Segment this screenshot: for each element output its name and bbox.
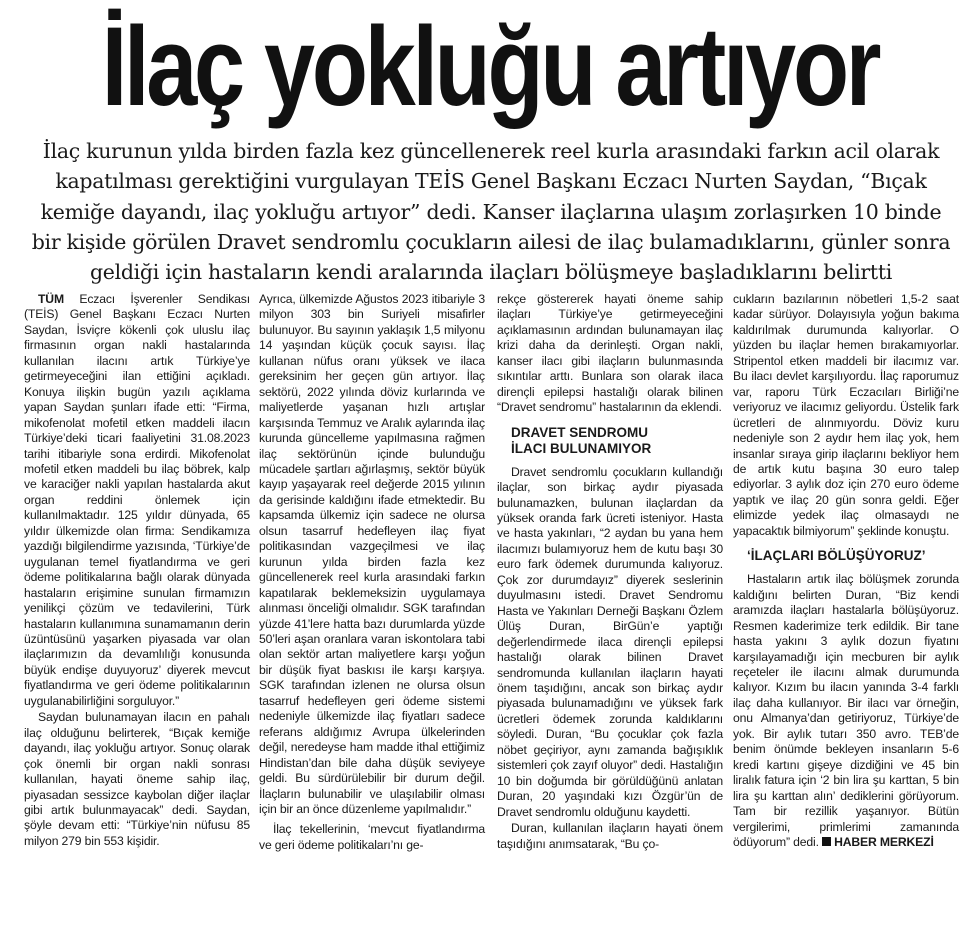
subhead-line-2: İLACI BULUNAMIYOR xyxy=(511,440,652,456)
subhead-dravet xyxy=(497,425,723,457)
column-2 xyxy=(259,292,485,853)
body-paragraph-1 xyxy=(24,292,250,709)
signature: HABER MERKEZİ xyxy=(834,834,934,849)
body-paragraph-5: Dravet sendromlu çocukların kullandığı ilaçlar, son birkaç aydır piyasada bulunamazken, bulunan ilaçlardan da yüksek oranda fark ücreti isteniyor. Hasta ve hasta yakınları, “2 aydan bu yana hem ilacımızı bulamıyoruz hem de kutu başı 30 euro fark ödemek durumunda kalıyoruz. Çok zor durumdayız” diyerek seslerinin duyulmasını istedi. Dravet Sendromu Hasta ve Yakınları Derneği Başkanı Özlem Ülüş Duran, BirGün’e yaptığı değerlendirmede ilaca dirençli epilepsi hastalığı olarak bilinen Dravet sendromunda kullanılan ilaçların hayati önem taşıdığını, ancak son birkaç aydır piyasada bulunamadığını ve yüksek fark ücretleri ödemek zorunda kaldıklarını söyledi. Duran, “Bu çocuklar çok fazla nöbet geçiriyor, aynı zamanda bağışıklık sistemleri çok zayıf oluyor” dedi. Hastalığın 10 bin doğumda bir görüldüğünü anlatan Duran, 20 yaşındaki kızı Özgür’ün de Dravet sendromlu olduğunu kaydetti. xyxy=(497,464,723,819)
body-paragraph-7: Hastaların artık ilaç bölüşmek zorunda kaldığını belirten Duran, “Biz kendi aramızda ilaçları hastalarla bölüşüyoruz. Resmen kaderimize terk edildik. Bir tane hasta yakını 3 aylık dozun fiyatını karşılayamadığı için mecburen bir aylık reçeteler ile ilacını almak durumunda kalıyor. Kızım bu ilacın yanında 3-4 farklı ilaç daha kullanıyor. Bir ilacı var örneğin, onu Almanya’dan getiriyoruz, Türkiye’de yok. Bir aylık tutarı 350 avro. TEB’de benim önümde bekleyen insanların 5-6 kredi kartını gişeye dizdiğini ve 45 bin liralık fatura için ‘2 bin lira şu karttan, 5 bin lira şu karttan alın’ dediklerini görüyorum. Tam bir rezillik yaşanıyor. Bütün vergilerimi, primlerimi zamanında ödüyorum” dedi. HABER MERKEZİ xyxy=(733,572,959,849)
square-icon xyxy=(822,837,831,846)
body-paragraph-4a: İlaç tekellerinin, ‘mevcut fiyatlandırma ve geri ödeme politikaları’nı ge- xyxy=(259,822,485,852)
body-paragraph-6b: cukların bazılarının nöbetleri 1,5-2 saat kadar sürüyor. Dolayısıyla yoğun bakıma kaldırılmak durumunda kalıyorlar. O yüzden bu ilaçlar hemen bırakamıyorlar. Stripentol etken maddeli bir ilacımız var. Bu ilacı devlet karşılıyordu. İlaç raporumuz var, raporu Türk Eczacıları Birliği’ne veriyoruz ve ilacımız geliyordu. Üstelik fark ücretleri de alınmıyordu. Döviz kuru nedeniyle son 2 aydır hem ilaç yok, hem insanlar sıraya girip ilaçlarını bekliyor hem de artık kutu başına 30 euro talep ediyorlar. 3 aylık doz için 270 euro ödeme yaptık ve ilaç 20 gün sonra geldi. Eğer elimizde yedek ilaç olmasaydı ne yapacaktık bilmiyorum” şeklinde konuştu. xyxy=(733,292,959,538)
body-paragraph-4b: rekçe göstererek hayati öneme sahip ilaçları Türkiye’ye getirmeyeceğini açıklamasının ardından bulunamayan ilaç krizi daha da derinleşti. Organ nakli, kanser ilacı gibi ilaçların bulunmasında sıkıntılar arttı. Bunlara son olarak ilaca dirençli epilepsi hastalığı olarak bilinen “Dravet sendromu” hastalarının da eklendi. xyxy=(497,292,723,415)
body-paragraph-6a: Duran, kullanılan ilaçların hayati önem taşıdığını anımsatarak, “Bu ço- xyxy=(497,821,723,851)
subhead-line-1: DRAVET SENDROMU xyxy=(511,424,649,440)
column-3 xyxy=(497,292,723,852)
body-paragraph-1-text: Eczacı İşverenler Sendikası (TEİS) Genel Başkanı Eczacı Nurten Saydan, İsviçre kökenli çok uluslu ilaç firmasının organ nakli hastalarında kullanılan ilacını artık Türkiye’ye getirmeyeceğini ilan ettiğini açıkladı. Konuya ilişkin bugün yazılı açıklama yapan Saydan şunları ifade etti: “Firma, mikofenolat mofetil etken maddeli ilacın Türkiye’deki ticari faaliyetini 31.08.2023 tarihi itibariyle sona erdirdi. Mikofenolat mofetil etken maddeli bu ilaç böbrek, kalp ve karaciğer nakli yapılan hastalarda akut organ reddini önlemek için kullanılmaktadır. 125 yıldır dünyada, 65 yıldır ülkemizde olan firma: Sendikamıza yazdığı bilgilendirme yazısında, ‘Türkiye’de uygulanan temel fiyatlandırma ve geri ödeme politikalarına bağlı olarak dünyada hastaların erişimine sunulan firmamızın yenilikçi çözüm ve tedavilerini, Türk hastaların kullanımına sunamamanın derin üzüntüsünü yaşarken piyasada var olan ilaçlarımızın da devamlılığı konusunda büyük endişe duyuyoruz’ diyerek mevcut fiyatlandırma ve geri ödeme politikalarının uygulanabilirliğini sorguluyor.” xyxy=(24,292,250,708)
subhead-bolusuyoruz: ‘İLAÇLARI BÖLÜŞÜYORUZ’ xyxy=(747,548,926,564)
headline: İlaç yokluğu artıyor xyxy=(101,4,879,129)
lead-paragraph: İlaç kurunun yılda birden fazla kez güncellenerek reel kurla arasındaki farkın acil olarak kapatılması gerektiğini vurgulayan TEİS Genel Başkanı Eczacı Nurten Saydan, “Bıçak kemiğe dayandı, ilaç yokluğu artıyor” dedi. Kanser ilaçlarına ulaşım zorlaşırken 10 binde bir kişide görülen Dravet sendromlu çocukların ailesi de ilaç bulamadıklarını, günler sonra geldiği için hastaların kendi aralarında ilaçları bölüşmeye başladıklarını belirtti xyxy=(31,139,951,285)
body-paragraph-2: Saydan bulunamayan ilacın en pahalı ilaç olduğunu belirterek, “Bıçak kemiğe dayandı, ilaç yokluğu artıyor. Sonuç olarak çok önemli bir organ nakli sonrası kullanılan, hayati öneme sahip ilaç, piyasadan sessizce kaybolan diğer ilaçlar gibi artık bulunmayacak” dedi. Saydan, şöyle devam etti: “Türkiye’nin nüfusu 85 milyon 279 bin 553 kişidir. xyxy=(24,710,250,848)
column-1 xyxy=(24,292,250,849)
lead-word: TÜM xyxy=(38,292,64,306)
column-4 xyxy=(733,292,959,850)
body-paragraph-3: Ayrıca, ülkemizde Ağustos 2023 itibariyle 3 milyon 303 bin Suriyeli misafirler bulunuyor. Bu sayının yaklaşık 1,5 milyonu 14 yaşından küçük çocuk sayısı. İlaç kullanan nüfus oranı yüksek ve ilaca gereksinim her geçen gün artıyor. İlaç sektörü, 2022 yılında döviz kurlarında ve maliyetlerde yaşanan hızlı artışlar karşısında Temmuz ve Aralık aylarında ilaç kurunda güncelleme yapılmasına rağmen ilaç sektörünün içinde bulunduğu mücadele şartları ağırlaşmış, sektör büyük kayıp yaşayarak reel değerde 2015 yılının da gerisinde kaldığını ifade etmektedir. Bu kapsamda ülkemiz için sadece ne olursa olsun tasarruf hedefleyen ilaç fiyat politikasından vazgeçilmesi ve ilaç kurunun yılda birden fazla kez güncellenerek reel kurla arasındaki farkın kapatılarak beklemeksizin uygulamaya alınması önceliği olmalıdır. SGK tarafından yüzde 41’lere hatta bazı durumlarda yüzde 50’leri aşan oranlara varan iskontolara tabi olan sektör artan maliyetlere karşı yoğun bir düşük fiyat baskısı ile karşı karşıya. SGK tarafından izlenen ne olursa olsun tasarruf hedefleyen geri ödeme sistemi nedeniyle ülkemizde ilaç fiyatları sadece referans aldığımız Avrupa ülkelerinden değil, neredeyse ham madde ithal ettiğimiz Hindistan’dan bile daha düşük seviyeye geldi. Bu sürdürülebilir bir durum değil. İlaçların bulunabilir ve ulaşılabilir olması için bir an önce düzenleme yapılmalıdır.” xyxy=(259,292,485,816)
